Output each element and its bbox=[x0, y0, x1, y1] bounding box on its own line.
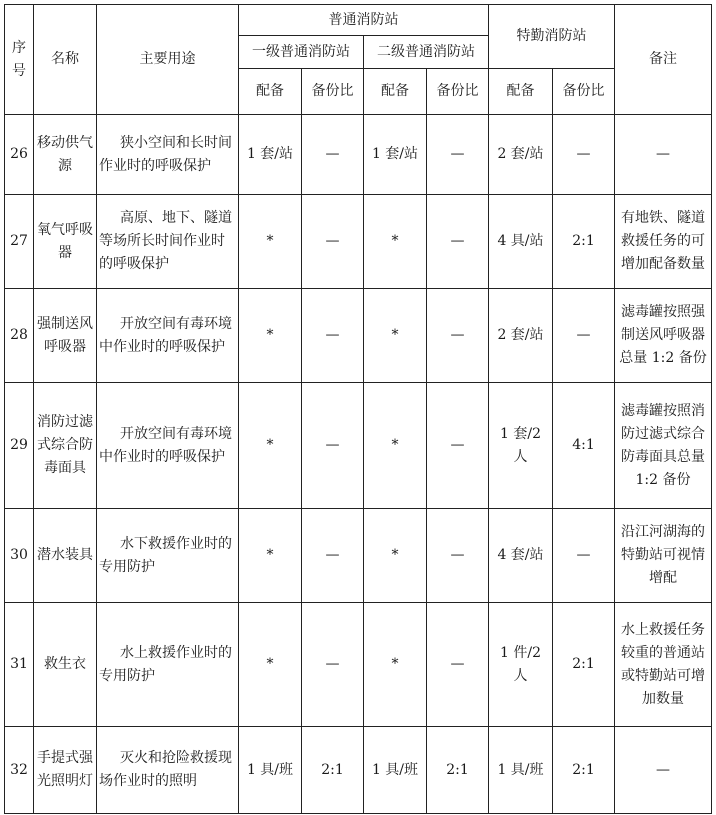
row-sp-backup: 2:1 bbox=[553, 195, 615, 289]
row-l2-backup: 2:1 bbox=[427, 727, 489, 814]
header-note: 备注 bbox=[615, 5, 712, 115]
row-sp-backup: — bbox=[553, 115, 615, 195]
row-l1-equip: * bbox=[239, 603, 302, 727]
row-note: 水上救援任务较重的普通站或特勤站可增加数量 bbox=[615, 603, 712, 727]
header-no: 序号 bbox=[5, 5, 34, 115]
row-name: 氧气呼吸器 bbox=[34, 195, 97, 289]
row-no: 29 bbox=[5, 383, 34, 509]
header-l2-backup: 备份比 bbox=[427, 69, 489, 115]
row-use: 高原、地下、隧道等场所长时间作业时的呼吸保护 bbox=[97, 195, 239, 289]
row-l1-backup: — bbox=[302, 383, 364, 509]
header-l2-equip: 配备 bbox=[364, 69, 427, 115]
row-sp-equip: 1 件/2 人 bbox=[489, 603, 553, 727]
equipment-table bbox=[4, 4, 712, 814]
row-name: 潜水装具 bbox=[34, 509, 97, 603]
row-note: 有地铁、隧道救援任务的可增加配备数量 bbox=[615, 195, 712, 289]
row-note: — bbox=[615, 727, 712, 814]
row-l2-equip: 1 套/站 bbox=[364, 115, 427, 195]
row-name: 消防过滤式综合防毒面具 bbox=[34, 383, 97, 509]
row-sp-equip: 2 套/站 bbox=[489, 115, 553, 195]
row-use: 开放空间有毒环境中作业时的呼吸保护 bbox=[97, 383, 239, 509]
header-sp-equip: 配备 bbox=[489, 69, 553, 115]
row-l2-equip: * bbox=[364, 509, 427, 603]
table-row bbox=[5, 509, 712, 603]
row-name: 强制送风呼吸器 bbox=[34, 289, 97, 383]
row-note: 滤毒罐按照强制送风呼吸器总量 1:2 备份 bbox=[615, 289, 712, 383]
row-no: 31 bbox=[5, 603, 34, 727]
row-l1-backup: — bbox=[302, 115, 364, 195]
row-sp-equip: 1 套/2 人 bbox=[489, 383, 553, 509]
row-sp-equip: 1 具/班 bbox=[489, 727, 553, 814]
header-ordinary-station: 普通消防站 bbox=[239, 5, 489, 36]
row-use: 狭小空间和长时间作业时的呼吸保护 bbox=[97, 115, 239, 195]
row-l1-backup: — bbox=[302, 195, 364, 289]
row-sp-equip: 4 具/站 bbox=[489, 195, 553, 289]
header-level2: 二级普通消防站 bbox=[364, 36, 489, 69]
row-note: 滤毒罐按照消防过滤式综合防毒面具总量 1:2 备份 bbox=[615, 383, 712, 509]
row-l1-backup: 2:1 bbox=[302, 727, 364, 814]
header-name: 名称 bbox=[34, 5, 97, 115]
row-l1-equip: 1 套/站 bbox=[239, 115, 302, 195]
row-l2-backup: — bbox=[427, 383, 489, 509]
header-sp-backup: 备份比 bbox=[553, 69, 615, 115]
row-use: 开放空间有毒环境中作业时的呼吸保护 bbox=[97, 289, 239, 383]
row-l1-equip: * bbox=[239, 195, 302, 289]
row-note: 沿江河湖海的特勤站可视情增配 bbox=[615, 509, 712, 603]
row-l2-equip: * bbox=[364, 383, 427, 509]
row-l1-equip: 1 具/班 bbox=[239, 727, 302, 814]
row-sp-backup: — bbox=[553, 509, 615, 603]
row-name: 移动供气源 bbox=[34, 115, 97, 195]
row-l1-equip: * bbox=[239, 509, 302, 603]
header-use: 主要用途 bbox=[97, 5, 239, 115]
row-sp-backup: 2:1 bbox=[553, 603, 615, 727]
row-sp-equip: 2 套/站 bbox=[489, 289, 553, 383]
row-sp-backup: 2:1 bbox=[553, 727, 615, 814]
table-row bbox=[5, 115, 712, 195]
row-name: 救生衣 bbox=[34, 603, 97, 727]
row-no: 26 bbox=[5, 115, 34, 195]
row-l2-backup: — bbox=[427, 603, 489, 727]
table-row bbox=[5, 727, 712, 814]
row-l2-backup: — bbox=[427, 509, 489, 603]
row-use: 水下救援作业时的专用防护 bbox=[97, 509, 239, 603]
row-l2-equip: * bbox=[364, 603, 427, 727]
row-l2-backup: — bbox=[427, 289, 489, 383]
row-l2-equip: * bbox=[364, 195, 427, 289]
row-l1-backup: — bbox=[302, 603, 364, 727]
row-no: 28 bbox=[5, 289, 34, 383]
row-use: 水上救援作业时的专用防护 bbox=[97, 603, 239, 727]
row-use: 灭火和抢险救援现场作业时的照明 bbox=[97, 727, 239, 814]
row-sp-backup: — bbox=[553, 289, 615, 383]
row-l2-backup: — bbox=[427, 115, 489, 195]
row-sp-backup: 4:1 bbox=[553, 383, 615, 509]
row-l2-equip: * bbox=[364, 289, 427, 383]
row-l1-backup: — bbox=[302, 509, 364, 603]
header-level1: 一级普通消防站 bbox=[239, 36, 364, 69]
row-l1-equip: * bbox=[239, 383, 302, 509]
row-no: 27 bbox=[5, 195, 34, 289]
table-row bbox=[5, 383, 712, 509]
table-row bbox=[5, 289, 712, 383]
row-l1-backup: — bbox=[302, 289, 364, 383]
row-no: 30 bbox=[5, 509, 34, 603]
row-l1-equip: * bbox=[239, 289, 302, 383]
row-no: 32 bbox=[5, 727, 34, 814]
row-sp-equip: 4 套/站 bbox=[489, 509, 553, 603]
table-row bbox=[5, 195, 712, 289]
row-name: 手提式强光照明灯 bbox=[34, 727, 97, 814]
header-l1-equip: 配备 bbox=[239, 69, 302, 115]
row-l2-backup: — bbox=[427, 195, 489, 289]
row-note: — bbox=[615, 115, 712, 195]
header-l1-backup: 备份比 bbox=[302, 69, 364, 115]
table-row bbox=[5, 603, 712, 727]
row-l2-equip: 1 具/班 bbox=[364, 727, 427, 814]
header-special-station: 特勤消防站 bbox=[489, 5, 615, 69]
